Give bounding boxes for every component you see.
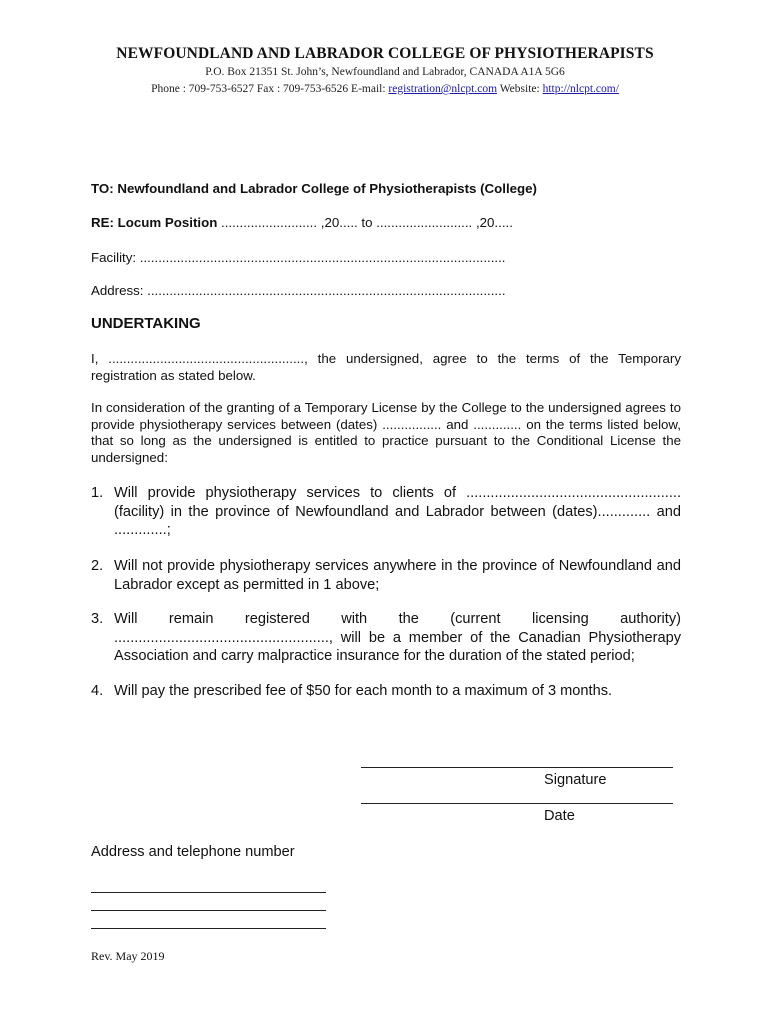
list-item-number: 3. [91,611,104,627]
facility-line: Facility: ................................................................................................... [91,250,506,265]
list-item-number: 1. [91,485,104,501]
website-link[interactable]: http://nlcpt.com/ [542,83,619,95]
address-telephone-label: Address and telephone number [91,844,295,860]
date-line[interactable] [361,803,673,804]
list-item-text: Will remain registered with the (current licensing authority) ....................................................., will be a member of the Canadian Physiotherapy Association and carry malpractice insurance for the duration of the stated period; [114,611,681,664]
re-dates: .......................... ,20..... to .......................... ,20..... [217,215,513,230]
signature-line[interactable] [361,767,673,768]
date-label: Date [544,808,575,824]
letterhead-contact [0,81,770,98]
address-line: Address: ................................................................................................. [91,283,506,298]
paragraph-consideration: In consideration of the granting of a Temporary License by the College to the undersigned agrees to provide physiotherapy services between (dates) ................ and ............. on the terms listed below, that so long as the undersigned is entitled to practice pursuant to the Conditional License the undersigned: [91,400,681,465]
address-line-2[interactable] [91,910,326,911]
list-item-text: Will not provide physiotherapy services anywhere in the province of Newfoundland and Labrador except as permitted in 1 above; [114,558,681,593]
list-item-text: Will pay the prescribed fee of $50 for each month to a maximum of 3 months. [114,683,613,699]
letterhead-title: NEWFOUNDLAND AND LABRADOR COLLEGE OF PHYSIOTHERAPISTS [116,45,654,62]
list-item-text: Will provide physiotherapy services to clients of ..................................................... (facility) in the province of Newfoundland and Labrador between (dates)............. and .............; [114,485,681,538]
list-item-number: 4. [91,683,104,699]
website-label: Website: [497,83,543,95]
letterhead-address: P.O. Box 21351 St. John’s, Newfoundland and Labrador, CANADA A1A 5G6 [205,66,565,78]
letterhead [0,44,770,98]
address-line-3[interactable] [91,928,326,929]
re-line [91,215,513,230]
signature-label: Signature [544,772,607,788]
re-label: RE: Locum Position [91,215,218,230]
to-line: TO: Newfoundland and Labrador College of Physiotherapists (College) [91,181,537,196]
email-link[interactable]: registration@nlcpt.com [388,83,498,95]
address-line-1[interactable] [91,892,326,893]
list-item-number: 2. [91,558,104,574]
undertaking-heading: UNDERTAKING [91,315,201,332]
paragraph-agreement: I, ....................................................., the undersigned, agree to the terms of the Temporary registration as stated below. [91,351,681,383]
revision-note: Rev. May 2019 [91,949,165,963]
phone-fax: Phone : 709-753-6527 Fax : 709-753-6526 E-mail: [151,83,389,95]
